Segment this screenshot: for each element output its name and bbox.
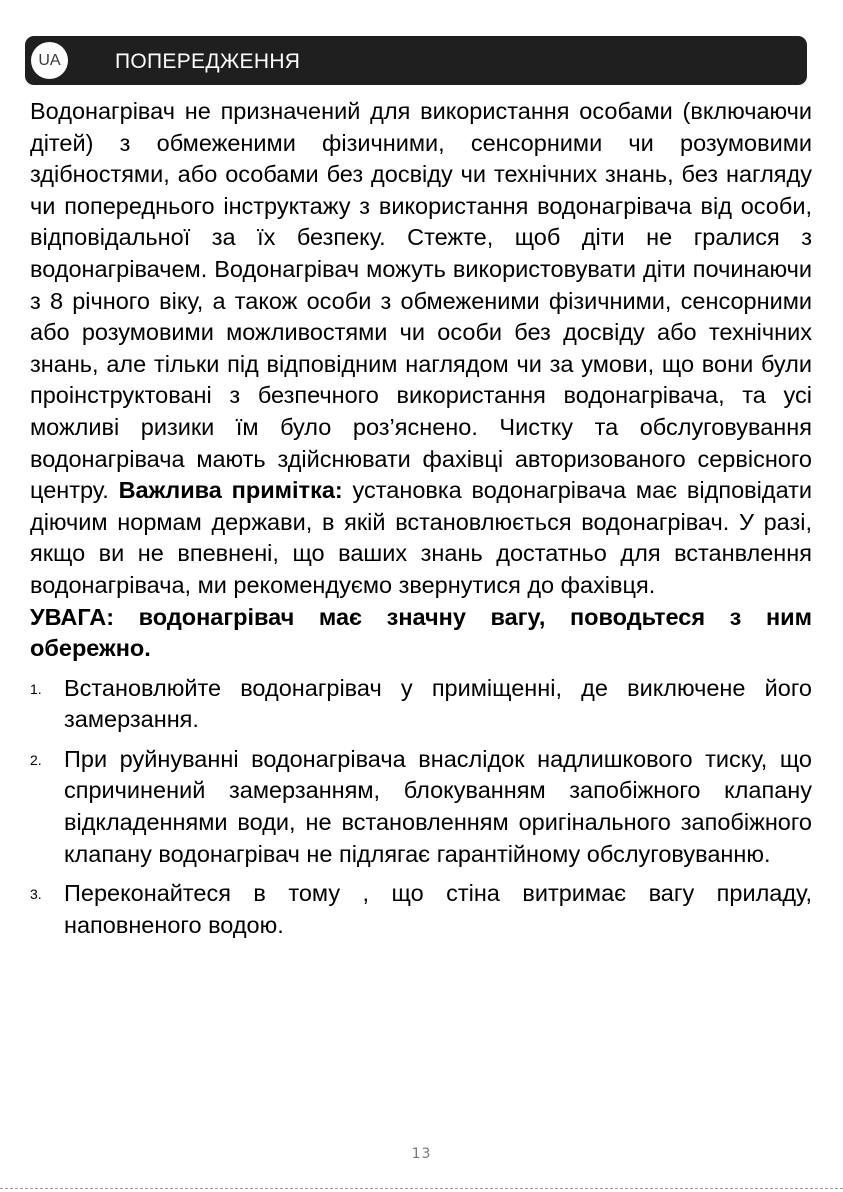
instruction-list: [30, 673, 812, 942]
footer-divider: [0, 1188, 843, 1189]
list-item-text: Переконайтеся в тому , що стіна витримає вагу приладу, наповненого водою.: [64, 880, 812, 938]
intro-paragraph: [30, 96, 812, 602]
warning-paragraph: УВАГА: водонагрівач має значну вагу, поводьтеся з ним обережно.: [30, 603, 812, 662]
list-item-text: При руйнуванні водонагрівача внаслідок надлишкового тиску, що спричинений замерзанням, блокуванням запобіжного клапану відкладеннями води, не встановленням оригінального запобіжного клапану водонагрівач не підлягає гарантійному обслуговуванню.: [64, 745, 812, 867]
section-title: ПОПЕРЕДЖЕННЯ: [115, 50, 301, 73]
important-note-label: Важлива примітка:: [118, 477, 343, 504]
list-item: [30, 744, 812, 870]
list-item-number: 2.: [30, 751, 42, 768]
section-header: [25, 36, 807, 85]
list-item-number: 1.: [30, 680, 42, 697]
list-item-text: Встановлюйте водонагрівач у приміщенні, де виключене його замерзання.: [64, 674, 812, 733]
language-badge: UA: [31, 42, 68, 79]
intro-text-part2: установка водонагрівача має відповідати діючим нормам держави, в якій встановлюється водонагрівач. У разі, якщо ви не впевнені, що ваших знань достатньо для встанвлення водонагрівача, ми рекомендуємо звернутися до фахівця.: [30, 477, 813, 598]
list-item: [30, 878, 812, 941]
list-item-number: 3.: [30, 886, 42, 903]
intro-text-part1: Водонагрівач не призначений для використання особами (включаючи дітей) з обмеженими фізичними, сенсорними чи розумовими здібностями, або особами без досвіду чи технічних знань, без нагляду чи попереднього інструктажу з використання водонагрівача від особи, відповідальної за їх безпеку. Стежте, щоб діти не гралися з водонагрівачем. Водонагрівач можуть використовувати діти починаючи з 8 річного віку, а також особи з обмеженими фізичними, сенсорними або розумовими можливостями чи особи без досвіду або технічних знань, але тільки під відповідним наглядом чи за умови, що вони були проінструктовані з безпечного використання водонагрівача, та усі можливі ризики їм було роз’яснено. Чистку та обслуговування водонагрівача мають здійснювати фахівці авторизованого сервісного центру.: [30, 98, 812, 504]
list-item: [30, 673, 812, 736]
page-number: 13: [411, 1146, 432, 1162]
document-body: [30, 96, 812, 941]
